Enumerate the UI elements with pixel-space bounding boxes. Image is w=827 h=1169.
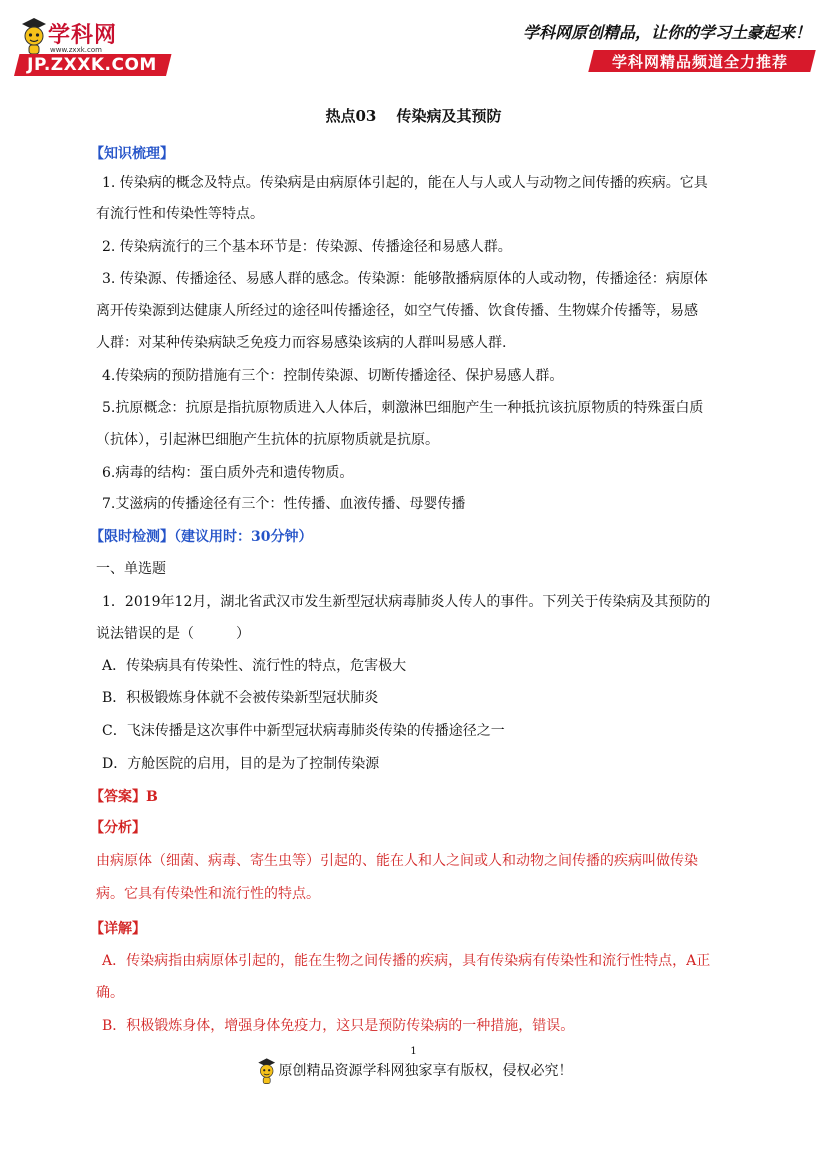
text-line: 离开传染源到达健康人所经过的途径叫传播途径，如空气传播、饮食传播、生物媒介传播等，易感 bbox=[96, 303, 698, 319]
text-line: 人群：对某种传染病缺乏免疫力而容易感染该病的人群叫易感人群. bbox=[96, 335, 507, 351]
text-line: （抗体），引起淋巴细胞产生抗体的抗原物质就是抗原。 bbox=[96, 432, 439, 448]
text-line: 有流行性和传染性等特点。 bbox=[96, 206, 264, 222]
text-line: 【限时检测】（建议用时：30分钟） bbox=[90, 529, 313, 545]
page-footer bbox=[0, 1057, 827, 1085]
text-line: D．方舱医院的启用，目的是为了控制传染源 bbox=[102, 756, 380, 772]
text-line: 一、单选题 bbox=[96, 561, 166, 577]
text-line: 5.抗原概念：抗原是指抗原物质进入人体后，刺激淋巴细胞产生一种抵抗该抗原物质的特殊蛋白质 bbox=[102, 400, 704, 416]
logo-bar-text: JP.ZXXK.COM bbox=[27, 55, 157, 75]
text-line: A．传染病具有传染性、流行性的特点，危害极大 bbox=[102, 658, 407, 674]
text-line: 【分析】 bbox=[90, 820, 146, 836]
text-line: 【答案】B bbox=[90, 789, 158, 805]
text-line: B．积极锻炼身体，增强身体免疫力，这只是预防传染病的一种措施，错误。 bbox=[102, 1018, 575, 1034]
footer-copyright: 原创精品资源学科网独家享有版权，侵权必究！ bbox=[278, 1063, 573, 1079]
text-line: A．传染病指由病原体引起的，能在生物之间传播的疾病，具有传染病有传染性和流行性特点，A正 bbox=[102, 953, 711, 969]
text-line: 6.病毒的结构：蛋白质外壳和遗传物质。 bbox=[102, 465, 354, 481]
mascot-icon bbox=[18, 16, 48, 56]
page-number: 1 bbox=[410, 1046, 417, 1057]
text-line: 说法错误的是（ ） bbox=[96, 626, 250, 642]
text-line: 确。 bbox=[96, 985, 124, 1001]
text-line: B．积极锻炼身体就不会被传染新型冠状肺炎 bbox=[102, 690, 379, 706]
text-line: 1. 传染病的概念及特点。传染病是由病原体引起的，能在人与人或人与动物之间传播的疾病。它具 bbox=[102, 175, 708, 191]
mascot-icon bbox=[255, 1057, 277, 1085]
header-slogan: 学科网原创精品，让你的学习土豪起来！ bbox=[522, 23, 811, 42]
logo-chinese-name: 学科网 bbox=[48, 23, 118, 48]
page-title: 热点03 传染病及其预防 bbox=[325, 107, 502, 125]
text-line: 7.艾滋病的传播途径有三个：性传播、血液传播、母婴传播 bbox=[102, 496, 466, 512]
text-line: 【知识梳理】 bbox=[90, 146, 174, 162]
site-logo[interactable] bbox=[14, 16, 166, 76]
slogan-bar-text: 学科网精品频道全力推荐 bbox=[611, 53, 788, 71]
text-line: 由病原体（细菌、病毒、寄生虫等）引起的、能在人和人之间或人和动物之间传播的疾病叫做传染 bbox=[96, 853, 698, 869]
text-line: 4.传染病的预防措施有三个：控制传染源、切断传播途径、保护易感人群。 bbox=[102, 368, 564, 384]
text-line: C．飞沫传播是这次事件中新型冠状病毒肺炎传染的传播途径之一 bbox=[102, 723, 505, 739]
text-line: 【详解】 bbox=[90, 921, 146, 937]
logo-url-text: www.zxxk.com bbox=[50, 46, 102, 54]
text-line: 2. 传染病流行的三个基本环节是：传染源、传播途径和易感人群。 bbox=[102, 239, 512, 255]
text-line: 1．2019年12月，湖北省武汉市发生新型冠状病毒肺炎人传人的事件。下列关于传染病及其预防的 bbox=[102, 594, 711, 610]
text-line: 病。它具有传染性和流行性的特点。 bbox=[96, 886, 320, 902]
text-line: 3. 传染源、传播途径、易感人群的感念。传染源：能够散播病原体的人或动物，传播途径：病原体 bbox=[102, 271, 708, 287]
